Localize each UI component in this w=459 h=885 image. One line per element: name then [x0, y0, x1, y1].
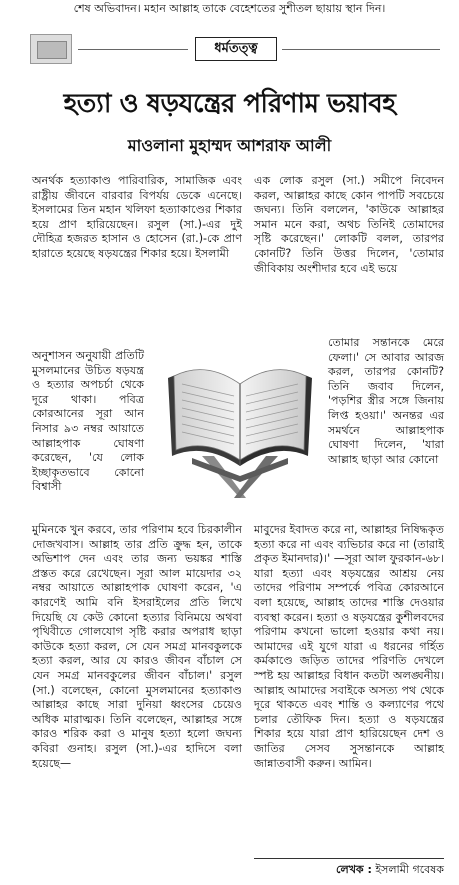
body-paragraph: এক লোক রসুল (সা.) সমীপে নিবেদন করল, আল্লাহর কাছে কোন পাপটি সবচেয়ে জঘন্য। তিনি বললেন, 'কাউকে আল্লাহর সমান মনে করা, অথচ তিনিই তোমাদের সৃষ্টি করেছেন।' লোকটি বলল, তারপর কোনটি? তিনি উত্তর দিলেন, 'তোমার জীবিকায় অংশীদার হবে এই ভয়ে: [254, 174, 444, 275]
section-header: [30, 32, 440, 66]
section-label: ধর্মতত্ত্ব: [195, 37, 277, 61]
body-column-right-top: [254, 174, 444, 276]
section-thumbnail-image: [30, 34, 72, 64]
body-column-right-bottom: [254, 523, 444, 771]
body-paragraph: মাবুদের ইবাদত করে না, আল্লাহর নিষিদ্ধকৃত হত্যা করে না এবং ব্যভিচার করে না (তারাই প্রকৃত ইমানদার)।' —সূরা আল ফুরকান-৬৮। যারা হত্যা এবং ষড়যন্ত্রের আশ্রয় নেয় তাদের পরিণাম সম্পর্কে পবিত্র কোরআনে বলা হয়েছে, আল্লাহ তাদের শাস্তি দেওয়ার ব্যবস্থা করেন। হত্যা ও ষড়যন্ত্রের কুশীলবদের পরিণাম কখনো ভালো হওয়ার কথা নয়। আমাদের এই যুগে যারা এ ধরনের গর্হিত কর্মকাণ্ডে জড়িত তাদের পরিণতি দেখলে স্পষ্ট হয় আল্লাহর বিধান কতটা অলঙ্ঘনীয়। আল্লাহ আমাদের সবাইকে অসত্য পথ থেকে দূরে থাকতে এবং শান্তি ও কল্যাণের পথে চলার তৌফিক দিন। হত্যা ও ষড়যন্ত্রের শিকার হয়ে যারা প্রাণ হারিয়েছেন দেশ ও জাতির সেসব সুসন্তানকে আল্লাহ জান্নাতবাসী করুন। আমিন।: [254, 523, 444, 770]
section-rule-left: [78, 49, 188, 50]
article-headline: হত্যা ও ষড়যন্ত্রের পরিণাম ভয়াবহ: [63, 89, 396, 119]
body-column-left-wrap: [32, 349, 144, 495]
previous-article-tail: শেষ অভিবাদন। মহান আল্লাহ তাকে বেহেশতের সুশীতল ছায়ায় স্থান দিন।: [73, 2, 386, 15]
body-paragraph: মুমিনকে খুন করবে, তার পরিণাম হবে চিরকালীন দোজখবাস। আল্লাহ তার প্রতি ক্রুদ্ধ হন, তাকে অভিশাপ দেন এবং তার জন্য ভয়ঙ্কর শাস্তি প্রস্তত করে রেখেছেন। সূরা আল মায়েদার ৩২ নম্বর আয়াতে আল্লাহপাক ঘোষণা করেন, 'এ কারণেই আমি বনি ইসরাইলের প্রতি লিখে দিয়েছি যে কেউ কোনো হত্যার বিনিময়ে অথবা পৃথিবীতে গোলযোগ সৃষ্টি করার অপরাধ ছাড়া কাউকে হত্যা করল, সে যেন সমগ্র মানবকুলকে হত্যা করল, আর যে কারও জীবন বাঁচাল সে যেন সমগ্র মানবকুলের জীবন বাঁচাল।' রসুল (সা.) বলেছেন, কোনো মুসলমানের হত্যাকাণ্ড আল্লাহর কাছে সারা দুনিয়া ধ্বংসের চেয়েও অধিক মারাত্মক। তিনি বলেছেন, আল্লাহর সঙ্গে কারও শরিক করা ও মানুষ হত্যা হলো জঘন্য কবিরা গুনাহ। রসুল (সা.)-এর হাদিসে বলা হয়েছে—: [32, 523, 242, 770]
body-paragraph: অনর্থক হত্যাকাণ্ড পারিবারিক, সামাজিক এবং রাষ্ট্রীয় জীবনে বারবার বিপর্যয় ডেকে এনেছে। ইসলামের তিন মহান খলিফা হত্যাকাণ্ডের শিকার হয়ে প্রাণ হারিয়েছেন। রসুল (সা.)-এর দুই দৌহিত্র হজরত হাসান ও হোসেন (রা.)-কে প্রাণ হারাতে হয়েছে ষড়যন্ত্রের শিকার হয়ে। ইসলামী: [32, 174, 242, 260]
section-rule-right: [282, 49, 440, 50]
author-name: ইসলামী গবেষক: [375, 863, 444, 876]
quran-on-stand-image: [162, 348, 318, 498]
body-paragraph: অনুশাসন অনুযায়ী প্রতিটি মুসলমানের উচিত ষড়যন্ত্র ও হত্যার অপচর্চা থেকে দূরে থাকা। পবিত্র কোরআনের সূরা আন নিসার ৯৩ নম্বর আয়াতে আল্লাহপাক ঘোষণা করেছেন, 'যে লোক ইচ্ছাকৃতভাবে কোনো বিশ্বাসী: [32, 349, 144, 494]
author-divider: [254, 858, 444, 859]
body-paragraph: তোমার সন্তানকে মেরে ফেলা।' সে আবার আরজ করল, তারপর কোনটি? তিনি জবাব দিলেন, 'পড়শির স্ত্রীর সঙ্গে জিনায় লিপ্ত হওয়া।' অনন্তর এর সমর্থনে আল্লাহপাক ঘোষণা দিলেন, 'যারা আল্লাহ ছাড়া আর কোনো: [328, 336, 444, 466]
article-byline: মাওলানা মুহাম্মদ আশরাফ আলী: [127, 136, 332, 155]
author-label: লেখক :: [336, 863, 372, 876]
body-column-left-top: [32, 174, 242, 262]
body-column-right-wrap: [328, 336, 444, 467]
author-credit: [254, 862, 444, 878]
body-column-left-bottom: [32, 523, 242, 771]
